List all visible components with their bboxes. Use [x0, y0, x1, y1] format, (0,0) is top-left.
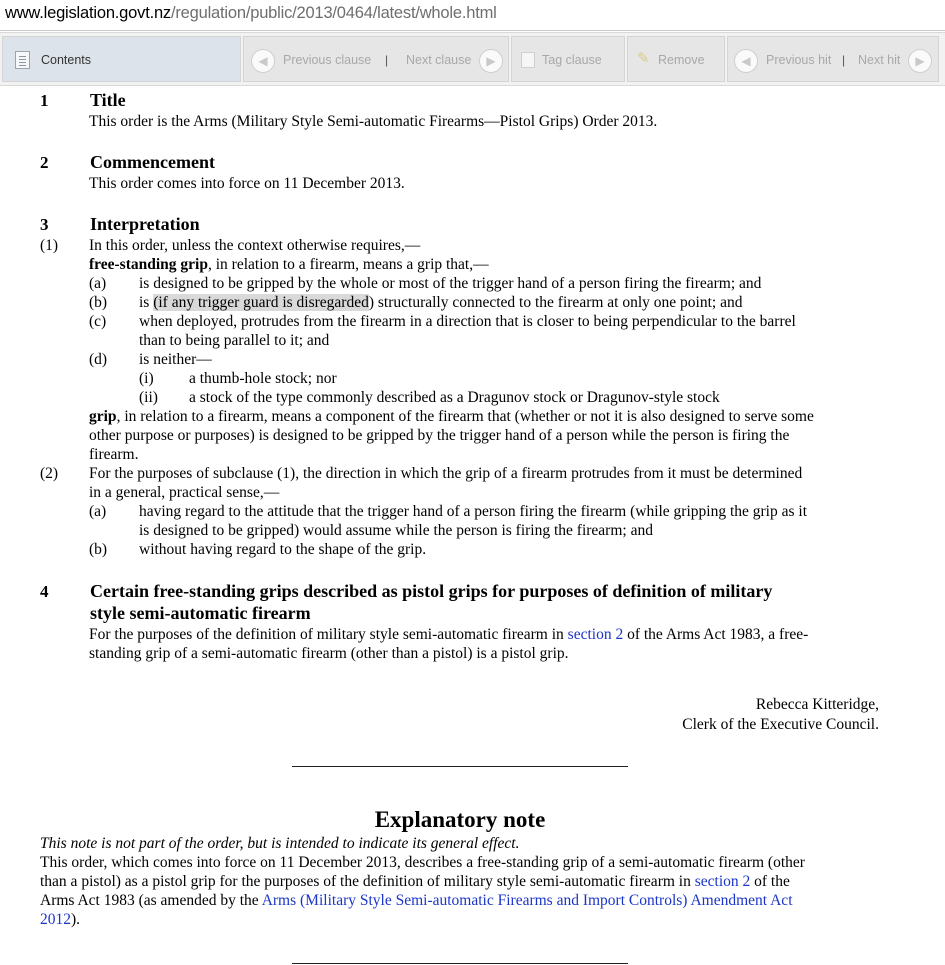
defined-term: free-standing grip: [89, 256, 208, 273]
section-number: 1: [40, 91, 49, 110]
tag-clause-button[interactable]: [511, 36, 625, 82]
text-fragment: of the Arms Act 1983, a free-: [623, 626, 809, 643]
explanatory-text: [40, 892, 793, 910]
remove-button[interactable]: [627, 36, 725, 82]
text-fragment: For the purposes of the definition of military style semi-automatic firearm in: [89, 626, 568, 643]
paragraph-text: [139, 294, 742, 312]
document-body: [0, 84, 945, 965]
paragraph-text: than to being parallel to it; and: [139, 332, 330, 349]
document-icon: [15, 51, 30, 69]
paragraph-label: (b): [89, 294, 108, 311]
section-text: standing grip of a semi-automatic firearm (other than a pistol) is a pistol grip.: [89, 645, 569, 662]
explanatory-text: [40, 911, 80, 929]
subclause-label: (2): [40, 465, 59, 482]
tag-icon: [521, 52, 535, 68]
paragraph-text: is designed to be gripped) would assume while the person is firing the firearm; and: [139, 522, 653, 539]
explanatory-text: This order, which comes into force on 11 December 2013, describes a free-standing grip of a semi-automatic firearm (other: [40, 854, 805, 871]
previous-clause-button[interactable]: Previous clause: [283, 53, 372, 67]
separator: |: [842, 53, 846, 67]
tag-clause-label: Tag clause: [542, 53, 602, 67]
definition-text: , in relation to a firearm, means a component of the firearm that (whether or not it is also designed to serve some: [116, 408, 814, 425]
text-fragment: ) structurally connected to the firearm at only one point; and: [368, 294, 743, 311]
section-2-link[interactable]: section 2: [694, 873, 751, 890]
previous-hit-button[interactable]: Previous hit: [766, 53, 832, 67]
text-fragment: is: [139, 294, 154, 311]
definition: [89, 256, 489, 274]
defined-term: grip: [89, 408, 117, 425]
paragraph-text: is neither—: [139, 351, 212, 368]
text-fragment: Arms Act 1983 (as amended by the: [40, 892, 262, 909]
paragraph-text: without having regard to the shape of the grip.: [139, 541, 427, 558]
subparagraph-label: (ii): [139, 389, 158, 406]
paragraph-label: (a): [89, 275, 107, 292]
subclause-text: For the purposes of subclause (1), the direction in which the grip of a firearm protrudes from it must be determined: [89, 465, 803, 482]
clause-navigation: [243, 36, 509, 82]
url-host: www.legislation.govt.nz: [5, 4, 171, 22]
definition: [89, 408, 814, 426]
section-heading: Commencement: [90, 152, 215, 172]
url-text[interactable]: [5, 4, 497, 23]
text-fragment: than a pistol) as a pistol grip for the purposes of the definition of military style semi-automatic firearm in: [40, 873, 695, 890]
section-heading: Title: [90, 90, 126, 110]
definition-text: firearm.: [89, 446, 139, 463]
contents-button[interactable]: [2, 36, 241, 82]
section-number: 3: [40, 215, 49, 234]
chevron-left-icon[interactable]: ◀: [734, 49, 758, 73]
separator: |: [385, 53, 389, 67]
section-text: [89, 626, 808, 644]
paragraph-text: is designed to be gripped by the whole or most of the trigger hand of a person firing the firearm; and: [139, 275, 762, 292]
paragraph-label: (b): [89, 541, 108, 558]
text-fragment: ).: [71, 911, 81, 928]
divider: [292, 766, 628, 767]
chevron-left-icon[interactable]: ◀: [251, 49, 275, 73]
subparagraph-label: (i): [139, 370, 154, 387]
paragraph-label: (d): [89, 351, 108, 368]
subclause-label: (1): [40, 237, 59, 254]
explanatory-note-heading: Explanatory note: [374, 807, 546, 832]
hit-navigation: [727, 36, 939, 82]
next-clause-button[interactable]: Next clause: [406, 53, 472, 67]
section-heading: Certain free-standing grips described as pistol grips for purposes of definition of military: [90, 581, 773, 601]
document-toolbar: [0, 32, 945, 86]
paragraph-text: having regard to the attitude that the trigger hand of a person firing the firearm (while gripping the grip as it: [139, 503, 808, 520]
next-hit-button[interactable]: Next hit: [858, 53, 901, 67]
amendment-act-link[interactable]: Arms (Military Style Semi-automatic Firearms and Import Controls) Amendment Act: [261, 892, 793, 909]
subclause-text: in a general, practical sense,—: [89, 484, 280, 501]
signatory-title: Clerk of the Executive Council.: [682, 716, 879, 733]
subparagraph-text: a thumb-hole stock; nor: [189, 370, 337, 387]
signatory-name: Rebecca Kitteridge,: [755, 696, 879, 713]
paragraph-label: (c): [89, 313, 107, 330]
paragraph-text: when deployed, protrudes from the firearm in a direction that is closer to being perpendicular to the barrel: [139, 313, 796, 330]
divider: [292, 963, 628, 964]
section-number: 2: [40, 153, 49, 172]
pencil-icon: ✎: [637, 49, 650, 67]
section-text: This order is the Arms (Military Style Semi-automatic Firearms—Pistol Grips) Order 2013.: [89, 113, 658, 130]
subclause-text: In this order, unless the context otherwise requires,—: [89, 237, 421, 254]
explanatory-text: [40, 873, 790, 891]
section-2-link[interactable]: section 2: [567, 626, 624, 643]
section-heading: style semi-automatic firearm: [90, 603, 311, 623]
subparagraph-text: a stock of the type commonly described as a Dragunov stock or Dragunov-style stock: [189, 389, 720, 406]
amendment-act-link[interactable]: 2012: [40, 911, 71, 928]
section-text: This order comes into force on 11 December 2013.: [89, 175, 405, 192]
definition-text: other purpose or purposes) is designed to be gripped by the trigger hand of a person while the person is firing the: [89, 427, 790, 444]
definition-text: , in relation to a firearm, means a grip that,—: [207, 256, 489, 273]
chevron-right-icon[interactable]: ▶: [479, 49, 503, 73]
contents-label: Contents: [41, 53, 92, 67]
section-heading: Interpretation: [90, 214, 200, 234]
url-path: /regulation/public/2013/0464/latest/whole.html: [170, 4, 497, 22]
section-number: 4: [40, 582, 49, 601]
text-fragment: of the: [750, 873, 790, 890]
search-hit-highlight: (if any trigger guard is disregarded: [153, 294, 369, 311]
address-bar[interactable]: [0, 0, 945, 31]
explanatory-intro: This note is not part of the order, but is intended to indicate its general effect.: [40, 835, 520, 852]
paragraph-label: (a): [89, 503, 107, 520]
chevron-right-icon[interactable]: ▶: [908, 49, 932, 73]
remove-label: Remove: [658, 53, 705, 67]
